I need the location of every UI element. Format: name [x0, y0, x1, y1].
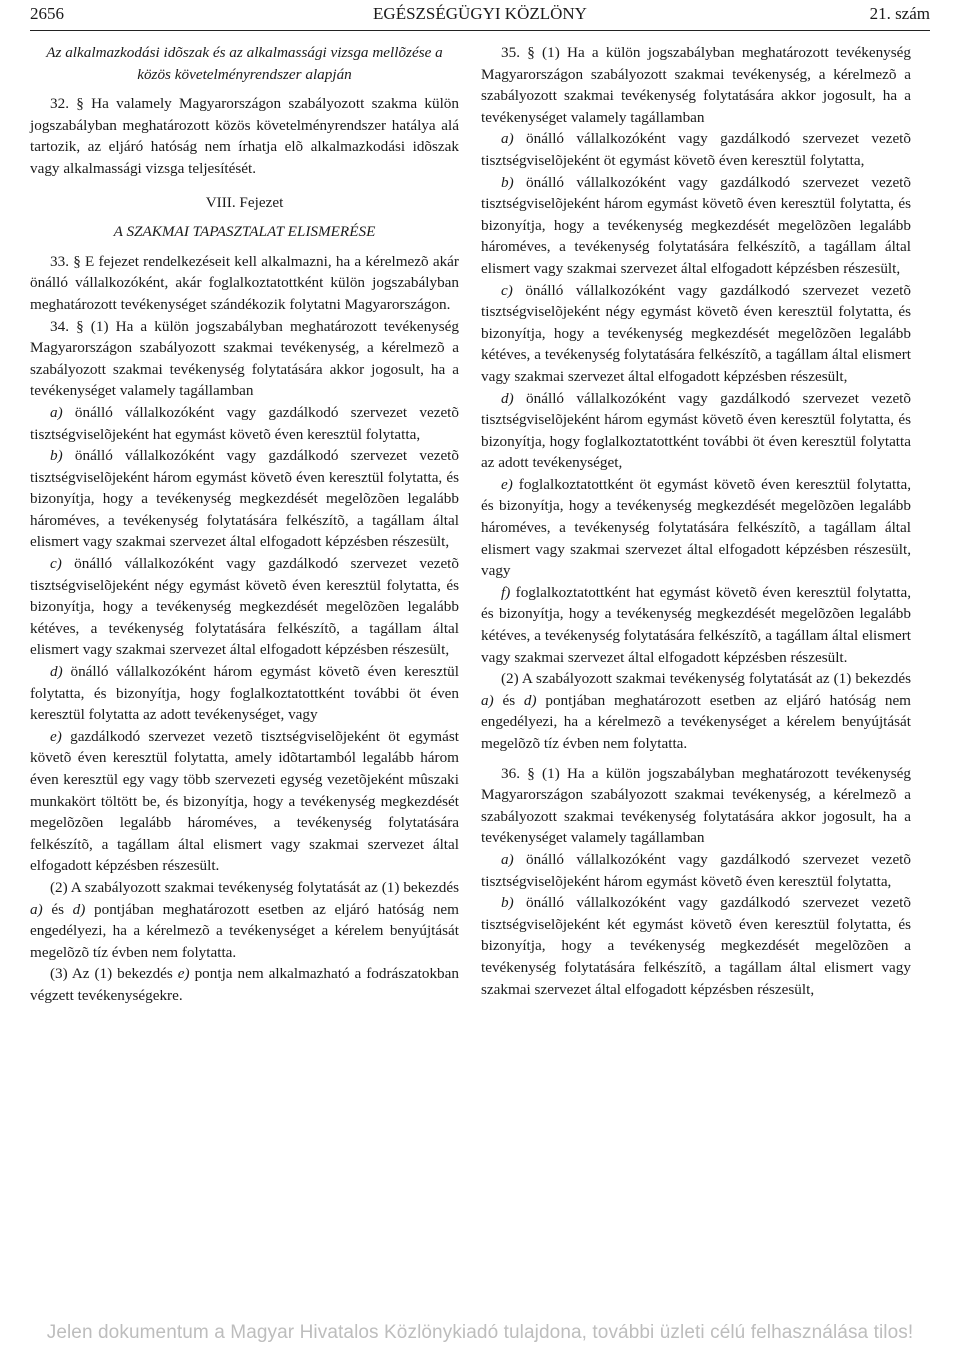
paragraph-33: 33. § E fejezet rendelkezéseit kell alkalmazni, ha a kérelmezõ akár önálló vállalkozóként, akár foglalkoztatottként külön jogszabályban meghatározott tevékenységet szándékozik folytatni Magyarországon. — [30, 252, 459, 313]
chapter-title: VIII. Fejezet — [205, 193, 284, 211]
text-run: (2) A szabályozott szakmai tevékenység folytatását az (1) bekezdés — [501, 670, 911, 688]
point-label: f) — [501, 583, 511, 601]
point-ref: a) — [481, 691, 494, 709]
point-label: a) — [501, 850, 514, 868]
text-run: (3) Az (1) bekezdés — [50, 965, 178, 983]
point-ref: d) — [72, 900, 86, 918]
point-label: d) — [50, 663, 63, 681]
paragraph-36-a — [481, 849, 911, 892]
point-label: c) — [50, 555, 62, 573]
point-label: a) — [50, 403, 63, 421]
paragraph-34-2 — [30, 877, 459, 963]
paragraph-35-e — [481, 474, 911, 582]
point-label: c) — [501, 281, 513, 299]
point-text: önálló vállalkozóként vagy gazdálkodó szervezet vezetõ tisztségviselõjeként három egymást követõ éven keresztül folytatta, és bizonyítja, hogy foglalkoztatottként további öt éven keresztül folytatta az adott tevékenységet, — [481, 389, 911, 472]
point-text: önálló vállalkozóként vagy gazdálkodó szervezet vezetõ tisztségviselõjeként hat egymást követõ éven keresztül folytatta, — [30, 403, 459, 443]
paragraph-35-d — [481, 388, 911, 474]
text-run: és — [42, 900, 73, 918]
point-text: önálló vállalkozóként vagy gazdálkodó szervezet vezetõ tisztségviselõjeként öt egymást követõ éven keresztül folytatta, — [481, 130, 911, 169]
paragraph-34-1: 34. § (1) Ha a külön jogszabályban meghatározott tevékenység Magyarországon szabályozott szakmai tevékenység, a kérelmezõ a szabályozott szakmai tevékenység folytatására akkor jogosult, ha a tevékenységet valamely tagállamban — [30, 317, 459, 400]
point-ref: a) — [30, 900, 43, 918]
paragraph-34-e — [30, 726, 459, 877]
point-text: önálló vállalkozóként vagy gazdálkodó szervezet vezetõ tisztségviselõjeként három egymást követõ éven keresztül folytatta, és bizonyítja, hogy a tevékenység megkezdését megelõzõen legalább hároméves, a tevékenység folytatására felkészítõ, a tagállam által elismert vagy szakmai szervezet által elfogadott képzésben részesült, — [481, 173, 911, 277]
point-label: d) — [501, 389, 514, 407]
text-run: pontja nem alkalmazható a fodrászatokban végzett tevékenységekre. — [30, 965, 459, 1004]
text-run: pontjában meghatározott esetben az eljáró hatóság nem engedélyezi, ha a kérelmezõ a tevékenységet a kérelem benyújtását megelõzõ tíz évben nem folytatta. — [481, 691, 911, 752]
point-text: önálló vállalkozóként három egymást követõ éven keresztül folytatta, és bizonyítja, hogy foglalkoztatottként további öt éven keresztül folytatta az adott tevékenységet, vagy — [30, 663, 459, 724]
text-run: és — [493, 691, 524, 709]
point-label: b) — [501, 894, 514, 912]
point-label: a) — [501, 130, 514, 148]
point-label: e) — [501, 475, 513, 493]
paragraph-35-c — [481, 280, 911, 388]
point-label: b) — [501, 173, 514, 191]
issue-number: 21. szám — [869, 4, 930, 23]
point-label: e) — [50, 727, 62, 745]
paragraph-35-a — [481, 128, 911, 171]
copyright-notice: Jelen dokumentum a Magyar Hivatalos Közlönykiadó tulajdona, további üzleti célú felhasználása tilos! — [46, 1322, 914, 1343]
paragraph-32: 32. § Ha valamely Magyarországon szabályozott szakma külön jogszabályban meghatározott közös követelményrendszer hatálya alá tartozik, az eljáró hatóság nem írhatja elõ alkalmazkodási idõszak vagy alkalmassági vizsga teljesítését. — [30, 95, 459, 177]
right-column — [481, 42, 911, 1000]
text-run: (2) A szabályozott szakmai tevékenység folytatását az (1) bekezdés — [50, 878, 459, 896]
point-text: foglalkoztatottként hat egymást követõ éven keresztül folytatta, és bizonyítja, hogy a tevékenység megkezdését megelõzõen legalább kétéves, a tevékenység folytatására felkészítõ, a tagállam által elismert vagy szakmai szervezet által elfogadott képzésben részesült. — [481, 583, 911, 666]
point-text: önálló vállalkozóként vagy gazdálkodó szervezet vezetõ tisztségviselõjeként három egymást követõ éven keresztül folytatta, és bizonyítja, hogy a tevékenység megkezdését megelõzõen legalább hároméves, a tevékenység folytatására felkészítõ, a tagállam által elismert vagy szakmai szervezet által elfogadott képzésben részesült, — [30, 447, 459, 551]
paragraph-35-2 — [481, 668, 911, 754]
point-label: b) — [50, 447, 63, 465]
page-number: 2656 — [30, 4, 64, 23]
header-rule — [30, 30, 930, 31]
paragraph-36-1: 36. § (1) Ha a külön jogszabályban meghatározott tevékenység Magyarországon szabályozott szakmai tevékenység, a kérelmezõ a szabályozott szakmai tevékenység folytatására akkor jogosult, ha a tevékenységet valamely tagállamban — [481, 764, 911, 847]
paragraph-36-b — [481, 892, 911, 1000]
point-text: önálló vállalkozóként vagy gazdálkodó szervezet vezetõ tisztségviselõjeként négy egymást követõ éven keresztül folytatta, és bizonyítja, hogy a tevékenység megkezdését megelõzõen legalább kétéves, a tevékenység folytatására felkészítõ, a tagállam által elismert vagy szakmai szervezet által elfogadott képzésben részesült, — [481, 281, 911, 385]
chapter-subtitle: A SZAKMAI TAPASZTALAT ELISMERÉSE — [113, 223, 376, 241]
left-column — [30, 42, 459, 1007]
paragraph-34-a — [30, 402, 459, 445]
text-run: pontjában meghatározott esetben az eljáró hatóság nem engedélyezi, ha a kérelmezõ a tevékenységet a kérelem benyújtását megelõzõ tíz évben nem folytatta. — [30, 900, 459, 961]
paragraph-35-b — [481, 172, 911, 280]
point-text: gazdálkodó szervezet vezetõ tisztségviselõjeként öt egymást követõ éven keresztül folytatta, amely idõtartamból legalább három éven keresztül egy vagy több szervezeti egység vezetõjeként mûszaki munkakört töltött be, és bizonyítja, hogy a tevékenység megkezdését megelõzõen legalább hároméves, a tevékenység folytatására felkészítõ, a tagállam által elismert vagy szakmai szervezet által elfogadott képzésben részesült. — [30, 727, 459, 875]
paragraph-34-d — [30, 661, 459, 726]
point-text: önálló vállalkozóként vagy gazdálkodó szervezet vezetõ tisztségviselõjeként két egymást követõ éven keresztül folytatta, és bizonyítja, hogy a tevékenység megkezdését megelõzõen a tevékenység folytatására felkészítõ, a tagállam által elismert vagy szakmai szervezet által elfogadott képzésben részesült, — [481, 894, 911, 998]
page-header — [30, 4, 930, 30]
section-heading: Az alkalmazkodási idõszak és az alkalmassági vizsga mellõzése a közös követelményrendszer alapján — [46, 44, 443, 83]
point-text: önálló vállalkozóként vagy gazdálkodó szervezet vezetõ tisztségviselõjeként három egymást követõ éven keresztül folytatta, — [481, 850, 911, 890]
paragraph-35-f — [481, 582, 911, 668]
point-text: foglalkoztatottként öt egymást követõ éven keresztül folytatta, és bizonyítja, hogy a tevékenység megkezdését megelõzõen legalább hároméves, a tevékenység folytatására felkészítõ, a tagállam által elismert vagy szakmai szervezet által elfogadott képzésben részesült, vagy — [481, 475, 911, 580]
journal-title: EGÉSZSÉGÜGYI KÖZLÖNY — [373, 4, 587, 23]
point-ref: d) — [523, 691, 537, 709]
paragraph-34-3 — [30, 963, 459, 1006]
point-ref: e) — [177, 965, 190, 983]
point-text: önálló vállalkozóként vagy gazdálkodó szervezet vezetõ tisztségviselõjeként négy egymást követõ éven keresztül folytatta, és bizonyítja, hogy a tevékenység megkezdését megelõzõen legalább kétéves, a tevékenység folytatására felkészítõ, a tagállam által elismert vagy szakmai szervezet által elfogadott képzésben részesült, — [30, 555, 459, 659]
paragraph-34-c — [30, 553, 459, 661]
paragraph-34-b — [30, 445, 459, 553]
paragraph-35-1: 35. § (1) Ha a külön jogszabályban meghatározott tevékenység Magyarországon szabályozott szakmai tevékenység, a kérelmezõ a szabályozott szakmai tevékenység folytatására akkor jogosult, ha a tevékenységet valamely tagállamban — [481, 44, 911, 126]
